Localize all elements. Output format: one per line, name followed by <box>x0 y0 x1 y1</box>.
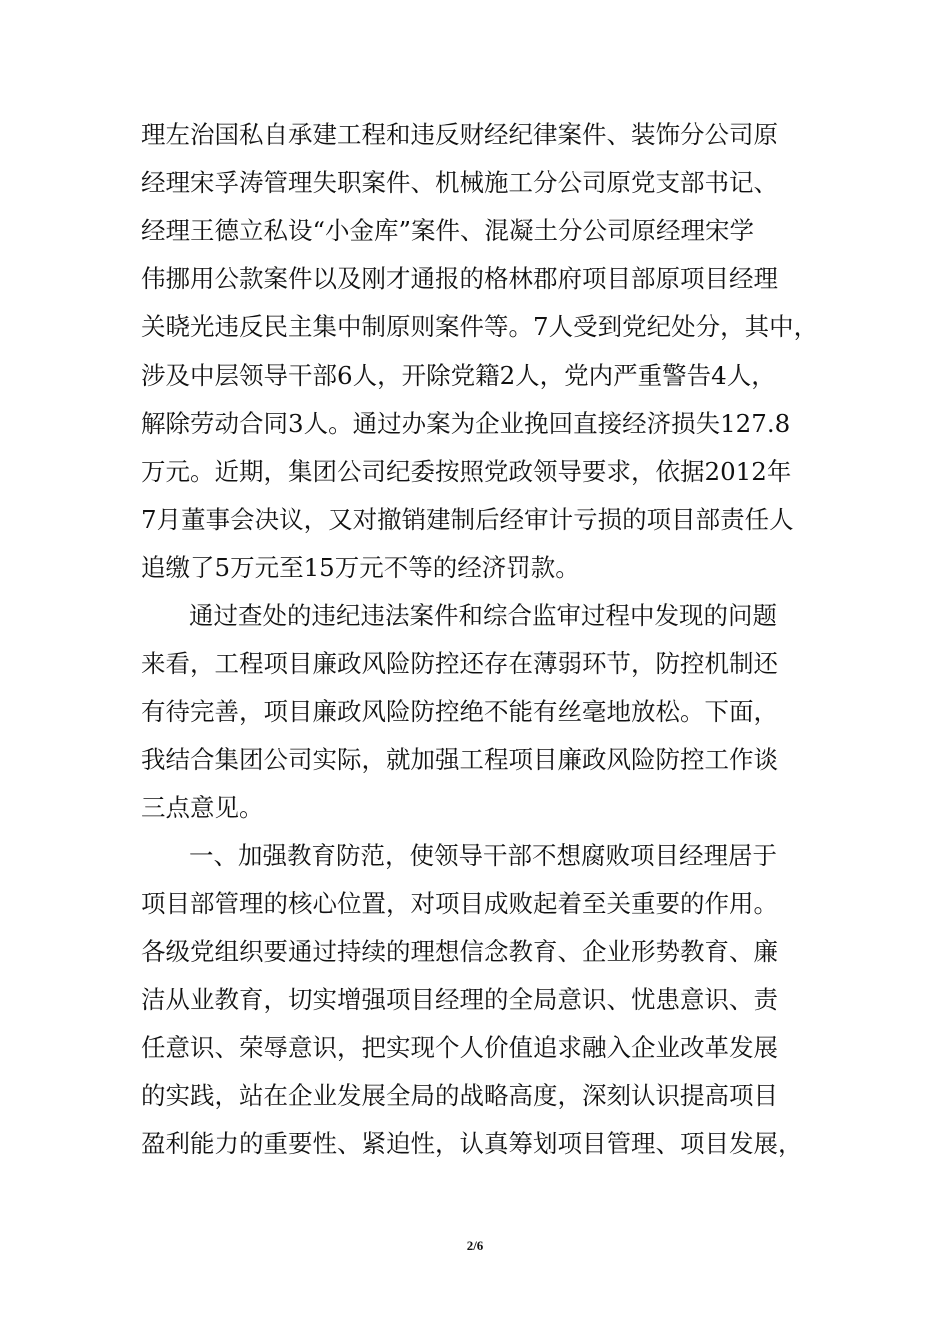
text-line: 追缴了5万元至15万元不等的经济罚款。 <box>141 553 580 582</box>
text-line: 盈利能力的重要性、紧迫性，认真筹划项目管理、项目发展， <box>141 1129 803 1158</box>
text-line: 我结合集团公司实际，就加强工程项目廉政风险防控工作谈 <box>141 745 778 774</box>
text-line: 任意识、荣辱意识，把实现个人价值追求融入企业改革发展 <box>141 1033 778 1062</box>
text-line: 万元。近期，集团公司纪委按照党政领导要求，依据2012年 <box>141 457 792 486</box>
text-line: 经理王德立私设“小金库”案件、混凝土分公司原经理宋学 <box>141 216 755 245</box>
page-number: 2/6 <box>466 1238 484 1253</box>
text-line: 洁从业教育，切实增强项目经理的全局意识、忧患意识、责 <box>141 985 778 1014</box>
text-line: 关晓光违反民主集中制原则案件等。7人受到党纪处分，其中， <box>141 312 819 341</box>
text-line: 有待完善，项目廉政风险防控绝不能有丝毫地放松。下面， <box>141 697 778 726</box>
text-line: 理左治国私自承建工程和违反财经纪律案件、装饰分公司原 <box>141 120 778 149</box>
text-line: 经理宋孚涛管理失职案件、机械施工分公司原党支部书记、 <box>141 168 778 197</box>
text-line: 项目部管理的核心位置，对项目成败起着至关重要的作用。 <box>141 889 778 918</box>
text-line: 三点意见。 <box>141 793 264 822</box>
text-line: 伟挪用公款案件以及刚才通报的格林郡府项目部原项目经理 <box>141 264 778 293</box>
text-line: 7月董事会决议，又对撤销建制后经审计亏损的项目部责任人 <box>141 505 794 534</box>
text-line: 解除劳动合同3人。通过办案为企业挽回直接经济损失127.8 <box>141 409 791 438</box>
text-line: 涉及中层领导干部6人，开除党籍2人，党内严重警告4人， <box>141 361 776 390</box>
paragraph-first-line: 一、加强教育防范，使领导干部不想腐败项目经理居于 <box>189 841 777 870</box>
text-line: 来看，工程项目廉政风险防控还存在薄弱环节，防控机制还 <box>141 649 778 678</box>
text-line: 各级党组织要通过持续的理想信念教育、企业形势教育、廉 <box>141 937 778 966</box>
paragraph-first-line: 通过查处的违纪违法案件和综合监审过程中发现的问题 <box>189 601 777 630</box>
text-line: 的实践，站在企业发展全局的战略高度，深刻认识提高项目 <box>141 1081 778 1110</box>
